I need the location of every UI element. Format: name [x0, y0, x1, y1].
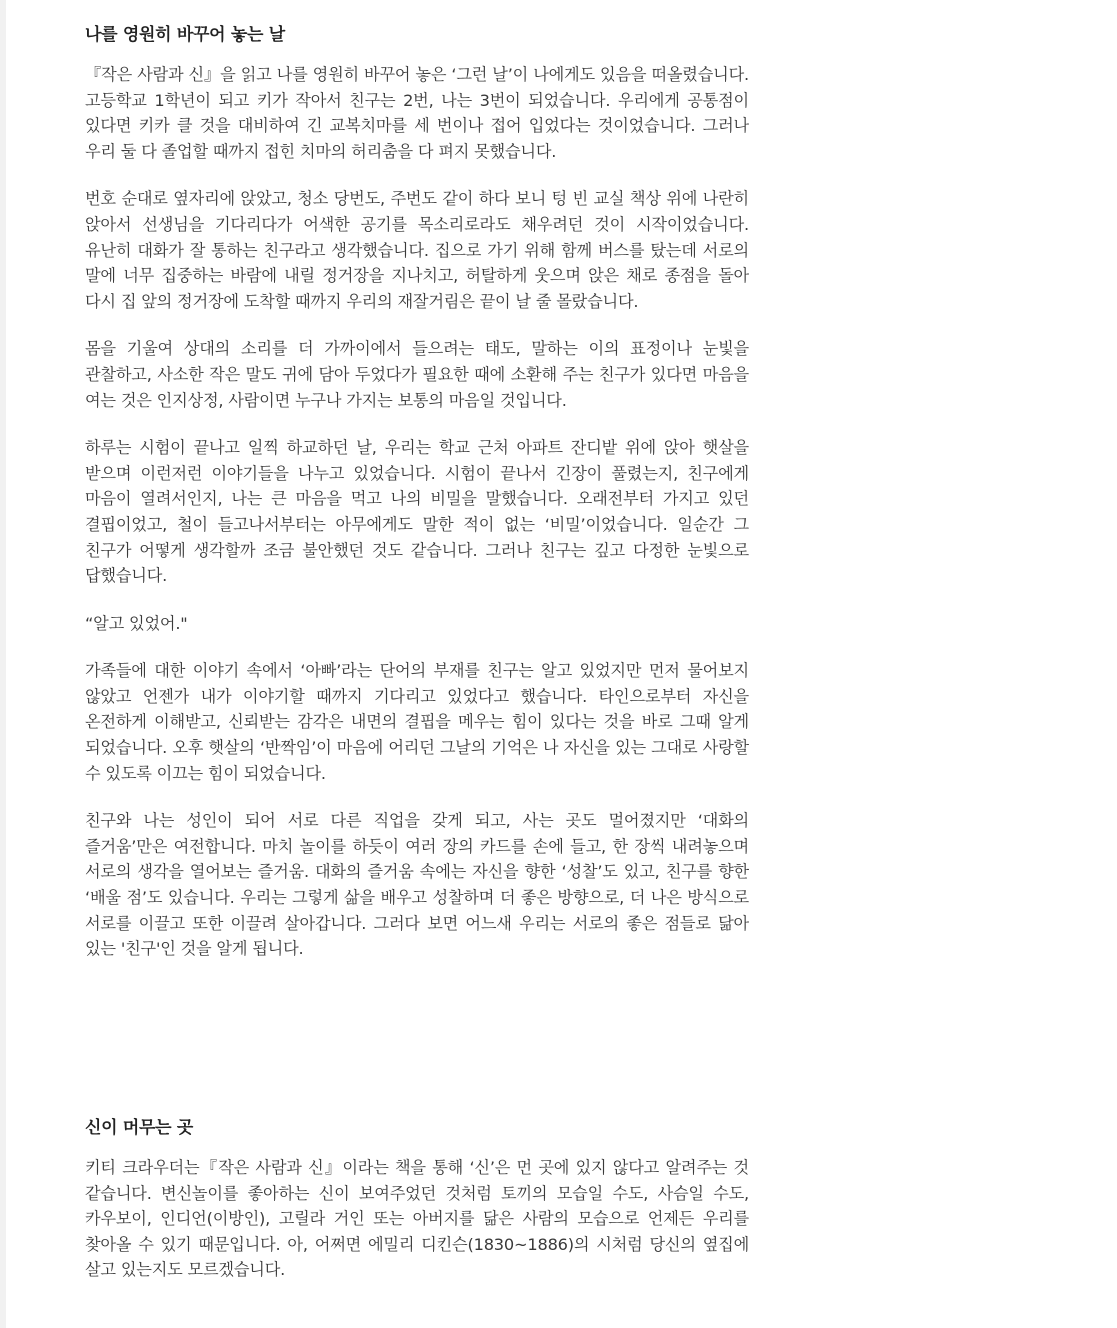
paragraph-quote: “알고 있었어." — [85, 613, 188, 633]
paragraph-understanding: 가족들에 대한 이야기 속에서 ‘아빠’라는 단어의 부재를 친구는 알고 있었지만 먼저 물어보지 않았고 언젠가 내가 이야기할 때까지 기다리고 있었다고 했습니다. 타인으로부터 자신을 온전하게 이해받고, 신뢰받는 감각은 내면의 결핍을 메우는 힘이 있다는 것을 바로 그때 알게 되었습니다. 오후 햇살의 ‘반짝임’이 마음에 어리던 그날의 기억은 나 자신을 있는 그대로 사랑할 수 있도록 이끄는 힘이 되었습니다. — [85, 661, 749, 783]
section-title-day-that-changes-me: 나를 영원히 바꾸어 놓는 날 — [85, 25, 285, 45]
paragraph-open-heart: 몸을 기울여 상대의 소리를 더 가까이에서 들으려는 태도, 말하는 이의 표정이나 눈빛을 관찰하고, 사소한 작은 말도 귀에 담아 두었다가 필요한 때에 소환해 주는 친구가 있다면 마음을 여는 것은 인지상정, 사람이면 누구나 가지는 보통의 마음일 것입니다. — [85, 339, 749, 410]
paragraph-seatmate: 번호 순대로 옆자리에 앉았고, 청소 당번도, 주번도 같이 하다 보니 텅 빈 교실 책상 위에 나란히 앉아서 선생님을 기다리다가 어색한 공기를 목소리로라도 채우려던 것이 시작이었습니다. 유난히 대화가 잘 통하는 친구라고 생각했습니다. 집으로 가기 위해 함께 버스를 탔는데 서로의 말에 너무 집중하는 바람에 내릴 정거장을 지나치고, 허탈하게 웃으며 앉은 채로 종점을 돌아 다시 집 앞의 정거장에 도착할 때까지 우리의 재잘거림은 끝이 날 줄 몰랐습니다. — [85, 189, 749, 311]
paragraph-kitty-crowther: 키티 크라우더는『작은 사람과 신』이라는 책을 통해 ‘신’은 먼 곳에 있지 않다고 알려주는 것 같습니다. 변신놀이를 좋아하는 신이 보여주었던 것처럼 토끼의 모습일 수도, 사슴일 수도, 카우보이, 인디언(이방인), 고릴라 거인 또는 아버지를 닮은 사람의 모습으로 언제든 우리를 찾아올 수 있기 때문입니다. 아, 어쩌면 에밀리 디킨슨(1830~1886)의 시처럼 당신의 옆집에 살고 있는지도 모르겠습니다. — [85, 1158, 749, 1280]
paragraph-secret: 하루는 시험이 끝나고 일찍 하교하던 날, 우리는 학교 근처 아파트 잔디밭 위에 앉아 햇살을 받으며 이런저런 이야기들을 나누고 있었습니다. 시험이 끝나서 긴장이 풀렸는지, 친구에게 마음이 열려서인지, 나는 큰 마음을 먹고 나의 비밀을 말했습니다. 오래전부터 가지고 있던 결핍이었고, 철이 들고나서부터는 아무에게도 말한 적이 없는 ‘비밀’이었습니다. 일순간 그 친구가 어떻게 생각할까 조금 불안했던 것도 같습니다. 그러나 친구는 깊고 다정한 눈빛으로 답했습니다. — [85, 438, 749, 586]
section-body-where-god-stays — [85, 1155, 749, 1283]
left-border-rail — [0, 0, 6, 1328]
section-title-where-god-stays: 신이 머무는 곳 — [85, 1118, 193, 1138]
paragraph-that-day: 『작은 사람과 신』을 읽고 나를 영원히 바꾸어 놓은 ‘그런 날’이 나에게도 있음을 떠올렸습니다. 고등학교 1학년이 되고 키가 작아서 친구는 2번, 나는 3번이 되었습니다. 우리에게 공통점이 있다면 키카 클 것을 대비하여 긴 교복치마를 세 번이나 접어 입었다는 것이었습니다. 그러나 우리 둘 다 졸업할 때까지 접힌 치마의 허리춤을 다 펴지 못했습니다. — [85, 65, 749, 161]
section-body-day-that-changes-me — [85, 62, 749, 984]
paragraph-joy-of-conversation: 친구와 나는 성인이 되어 서로 다른 직업을 갖게 되고, 사는 곳도 멀어졌지만 ‘대화의 즐거움’만은 여전합니다. 마치 놀이를 하듯이 여러 장의 카드를 손에 들고, 한 장씩 내려놓으며 서로의 생각을 열어보는 즐거움. 대화의 즐거움 속에는 자신을 향한 ‘성찰’도 있고, 친구를 향한 ‘배울 점’도 있습니다. 우리는 그렇게 삶을 배우고 성찰하며 더 좋은 방향으로, 더 나은 방식으로 서로를 이끌고 또한 이끌려 살아갑니다. 그러다 보면 어느새 우리는 서로의 좋은 점들로 닮아 있는 '친구'인 것을 알게 됩니다. — [85, 811, 749, 959]
